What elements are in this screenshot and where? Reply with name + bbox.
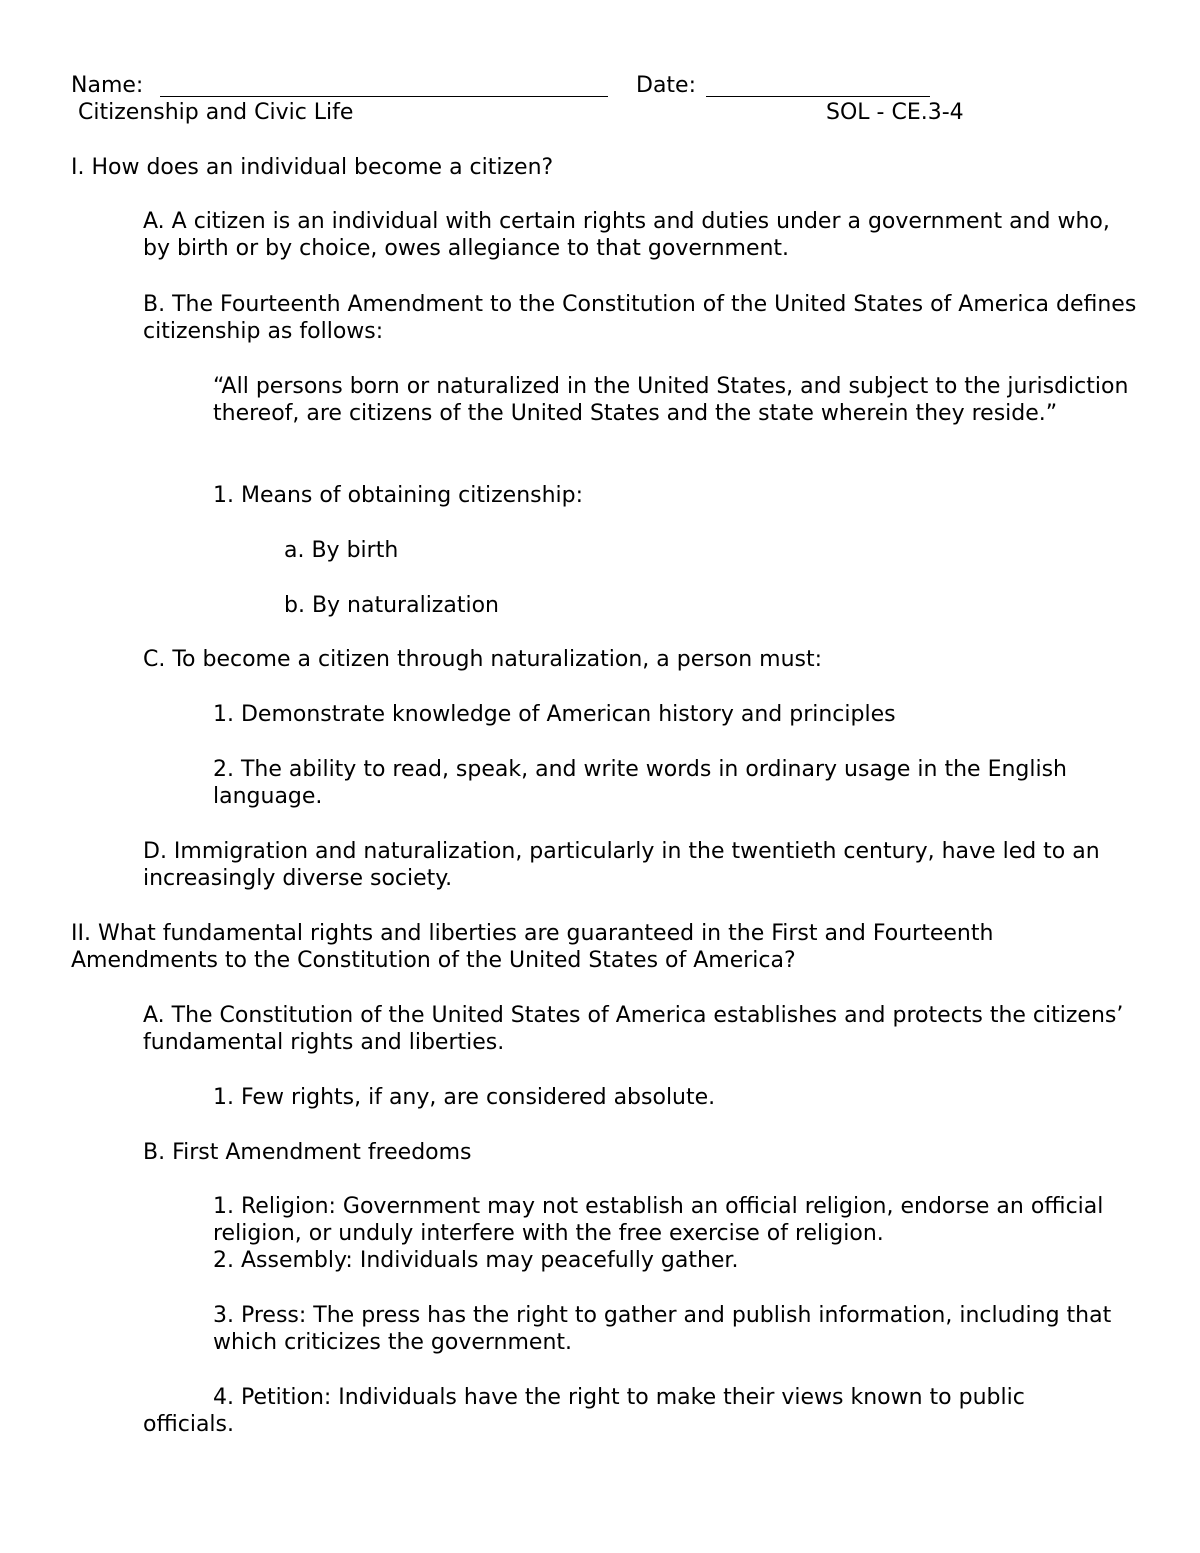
sol-code: SOL - CE.3-4: [826, 100, 964, 125]
section-2-item-b1: 1. Religion: Government may not establish an official religion, endorse an official religion, or unduly interfere with the free exercise of religion.: [213, 1194, 1104, 1246]
course-title: Citizenship and Civic Life: [78, 100, 354, 125]
section-1-item-b: B. The Fourteenth Amendment to the Constitution of the United States of America defines citizenship as follows:: [143, 292, 1137, 344]
date-blank-line[interactable]: [706, 96, 930, 97]
section-2-item-a: A. The Constitution of the United States of America establishes and protects the citizens’ fundamental rights and liberties.: [143, 1003, 1124, 1055]
section-1-heading: I. How does an individual become a citizen?: [71, 155, 554, 180]
section-1-item-d: D. Immigration and naturalization, particularly in the twentieth century, have led to an increasingly diverse society.: [143, 839, 1100, 891]
section-1-item-b1a: a. By birth: [284, 538, 399, 563]
section-2-item-a1: 1. Few rights, if any, are considered absolute.: [213, 1085, 716, 1110]
section-2-item-b2: 2. Assembly: Individuals may peacefully gather.: [213, 1248, 739, 1273]
section-2-item-b: B. First Amendment freedoms: [143, 1140, 472, 1165]
name-label: Name:: [71, 73, 144, 98]
date-label: Date:: [636, 73, 696, 98]
section-1-item-b1: 1. Means of obtaining citizenship:: [213, 483, 584, 508]
name-blank-line[interactable]: [160, 96, 608, 97]
section-1-item-c: C. To become a citizen through naturalization, a person must:: [143, 647, 823, 672]
section-1-item-b1b: b. By naturalization: [284, 593, 499, 618]
section-1-item-a: A. A citizen is an individual with certain rights and duties under a government and who, by birth or by choice, owes allegiance to that government.: [143, 209, 1110, 261]
fourteenth-amendment-quote: “All persons born or naturalized in the United States, and subject to the jurisdiction thereof, are citizens of the United States and the state wherein they reside.”: [213, 374, 1129, 426]
section-2-item-b4-first-line: 4. Petition: Individuals have the right to make their views known to public: [213, 1385, 1025, 1410]
section-1-item-c2: 2. The ability to read, speak, and write words in ordinary usage in the English language.: [213, 757, 1068, 809]
section-2-heading: II. What fundamental rights and liberties are guaranteed in the First and Fourteenth Amendments to the Constitution of the United States of America?: [71, 921, 994, 973]
section-2-item-b4-continuation: officials.: [143, 1412, 234, 1437]
section-1-item-c1: 1. Demonstrate knowledge of American history and principles: [213, 702, 896, 727]
section-2-item-b3: 3. Press: The press has the right to gather and publish information, including that which criticizes the government.: [213, 1303, 1112, 1355]
